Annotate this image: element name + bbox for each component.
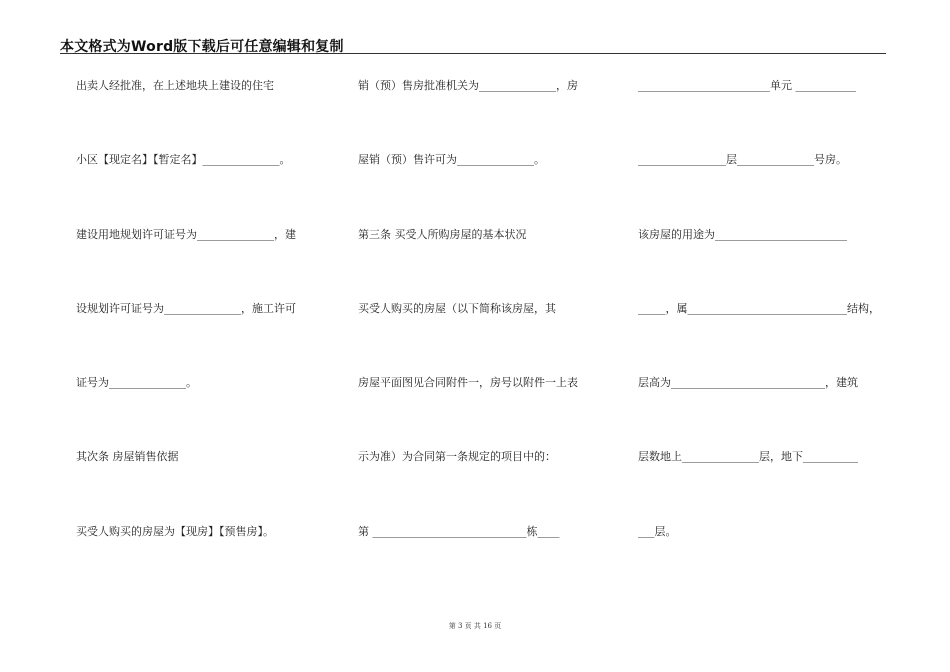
text-column-1	[76, 76, 326, 596]
text-line: 小区【现定名】【暂定名】______________。	[76, 153, 291, 167]
text-line: 第三条 买受人所购房屋的基本状况	[358, 227, 527, 241]
text-line: ________________层______________号房。	[638, 153, 847, 167]
text-line: 设规划许可证号为______________，施工许可	[76, 301, 296, 315]
text-line: 建设用地规划许可证号为______________，建	[76, 227, 296, 241]
text-line: _____，属_____________________________结构，	[638, 301, 880, 315]
text-line: 销（预）售房批准机关为______________，房	[358, 79, 578, 92]
text-line: 层高为____________________________，建筑	[638, 376, 858, 390]
text-line: 屋销（预）售许可为______________。	[358, 153, 545, 167]
text-line: 买受人购买的房屋为【现房】【预售房】。	[76, 524, 274, 538]
text-line: 证号为______________。	[76, 376, 197, 390]
text-line: 第 ____________________________栋____	[358, 524, 560, 538]
text-column-3	[638, 76, 890, 596]
text-line: 其次条 房屋销售依据	[76, 450, 179, 464]
document-header-title: 本文格式为Word版下载后可任意编辑和复制	[60, 39, 344, 55]
text-line: 房屋平面图见合同附件一，房号以附件一上表	[358, 376, 578, 390]
text-line: 层数地上______________层，地下__________	[638, 450, 858, 464]
text-column-2	[358, 76, 608, 596]
text-line: ___层。	[638, 524, 677, 538]
page-number: 第 3 页 共 16 页	[448, 622, 502, 630]
text-line: 该房屋的用途为________________________	[638, 227, 847, 241]
text-line: 示为准）为合同第一条规定的项目中的：	[358, 450, 556, 464]
text-line: 买受人购买的房屋（以下简称该房屋，其	[358, 301, 556, 315]
text-line: 出卖人经批准，在上述地块上建设的住宅	[76, 79, 274, 92]
text-line: ________________________单元 ___________	[638, 79, 856, 92]
header-divider	[60, 53, 886, 54]
